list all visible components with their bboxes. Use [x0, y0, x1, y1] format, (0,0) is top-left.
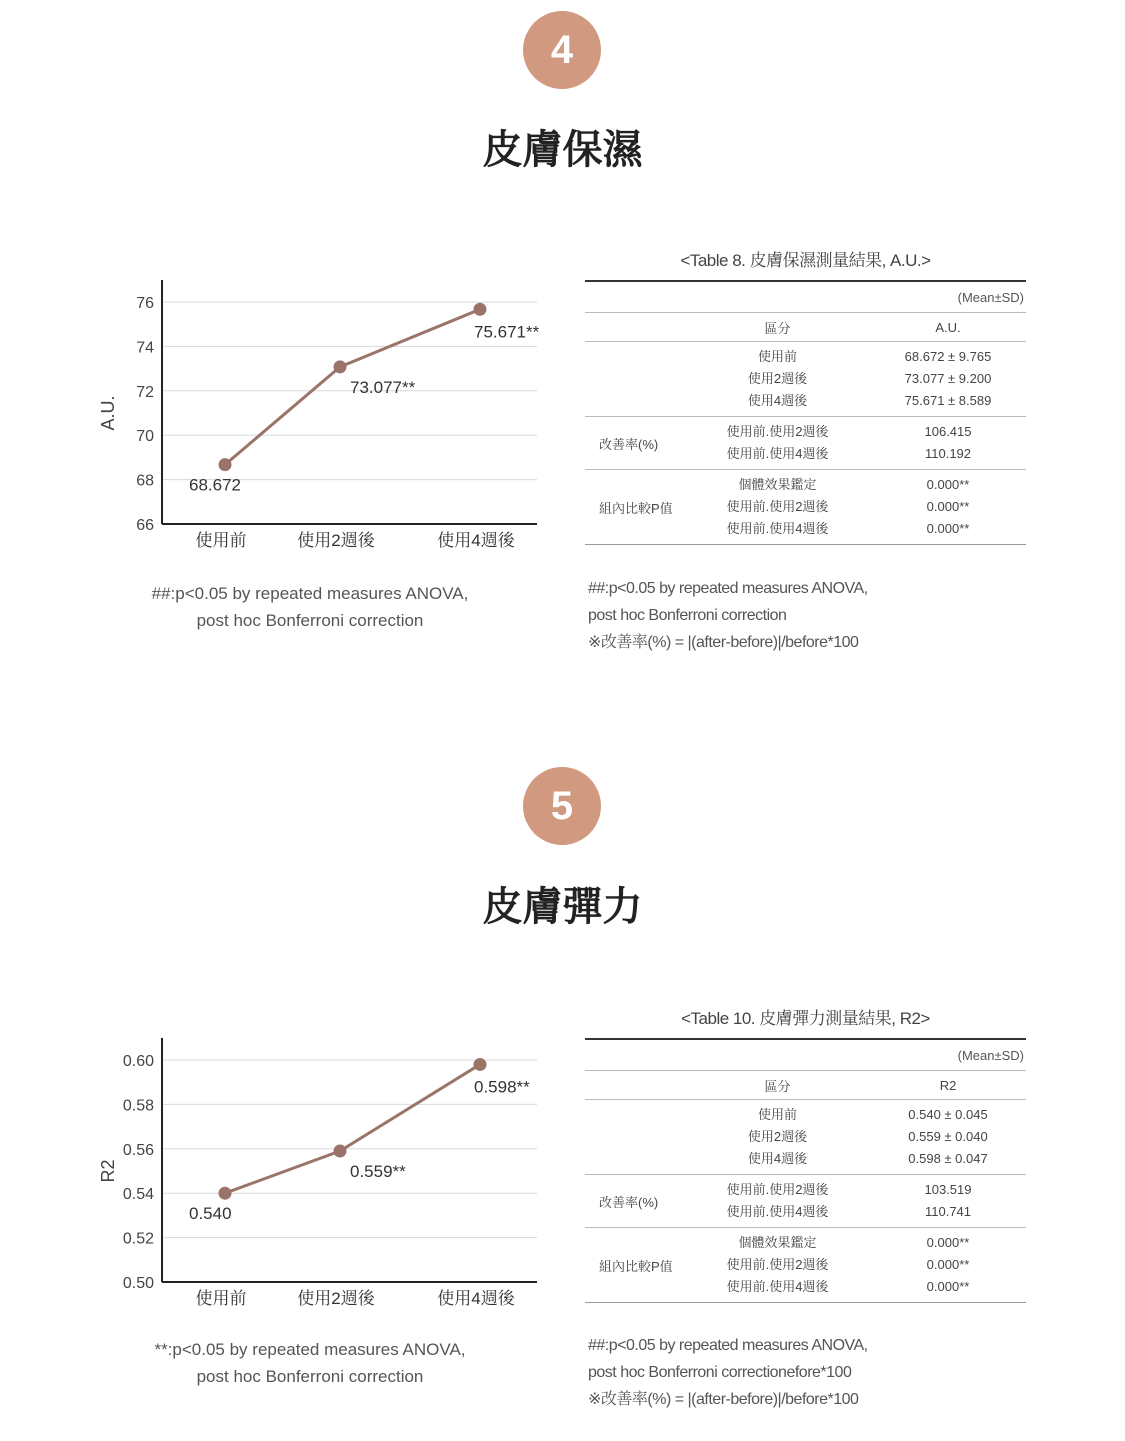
row-item-value: 110.192 [924, 446, 972, 461]
chart-footnote-line: **:p<0.05 by repeated measures ANOVA, [154, 1340, 466, 1359]
mean-sd-label: (Mean±SD) [957, 290, 1024, 305]
row-item-value: 0.000** [926, 521, 970, 536]
moisture-results-table [585, 250, 1026, 545]
row-item-value: 75.671 ± 8.589 [904, 393, 992, 408]
x-tick-label: 使用前 [195, 1289, 247, 1308]
row-item-label: 使用前.使用4週後 [726, 1204, 829, 1219]
data-label: 68.672 [189, 475, 241, 495]
table-header-row [585, 313, 1026, 341]
data-point [334, 360, 347, 373]
y-tick-label: 0.50 [122, 1275, 154, 1292]
moisture-line-chart [90, 272, 560, 557]
row-item-value: 68.672 ± 9.765 [904, 349, 992, 364]
y-tick-label: 0.52 [122, 1230, 154, 1248]
y-tick-label: 66 [136, 517, 154, 534]
row-item-value: 103.519 [924, 1182, 972, 1197]
table-footnote [588, 1332, 1088, 1413]
table-footnote-line: ##:p<0.05 by repeated measures ANOVA, [588, 580, 868, 597]
row-item-label: 使用前.使用4週後 [726, 521, 829, 536]
table-row-group [585, 417, 1026, 469]
row-item-label: 使用前.使用2週後 [726, 499, 829, 514]
section-title: 皮膚彈力 [482, 885, 643, 929]
x-tick-label: 使用4週後 [437, 531, 515, 550]
row-group-label: 組內比較P值 [599, 500, 673, 516]
table-footnote-line: ##:p<0.05 by repeated measures ANOVA, [588, 1337, 868, 1354]
data-point [474, 1058, 487, 1071]
row-item-value: 73.077 ± 9.200 [904, 371, 992, 386]
row-item-label: 使用2週後 [747, 1129, 808, 1144]
data-label: 75.671** [474, 322, 540, 342]
row-item-label: 使用前 [757, 349, 797, 364]
table-footnote-line: post hoc Bonferroni correction [588, 607, 787, 624]
row-item-label: 使用前 [757, 1107, 797, 1122]
row-item-label: 個體效果鑑定 [738, 1235, 817, 1250]
table-footnote-line: post hoc Bonferroni correctionefore*100 [588, 1364, 852, 1381]
table-footnote-line: ※改善率(%) = |(after-before)|/before*100 [588, 1391, 859, 1408]
y-tick-label: 72 [136, 383, 154, 401]
data-label: 73.077** [350, 377, 416, 397]
x-tick-label: 使用2週後 [297, 1289, 375, 1308]
header-unit: A.U. [935, 319, 961, 335]
data-label: 0.598** [474, 1077, 530, 1097]
table-footnote [588, 575, 1088, 656]
row-item-value: 0.000** [926, 1257, 970, 1272]
row-item-label: 使用前.使用4週後 [726, 446, 829, 461]
y-tick-label: 74 [136, 339, 154, 357]
y-tick-label: 0.54 [122, 1186, 154, 1204]
elasticity-line-chart [90, 1030, 560, 1315]
data-point [219, 1187, 232, 1200]
table-row-group [585, 1175, 1026, 1227]
header-category: 區分 [764, 1078, 791, 1094]
table-row-group [585, 1100, 1026, 1174]
y-tick-label: 70 [136, 428, 154, 446]
row-item-value: 0.559 ± 0.040 [908, 1129, 988, 1144]
row-group-label: 改善率(%) [599, 436, 659, 452]
table-caption: <Table 10. 皮膚彈力測量結果, R2> [681, 1009, 930, 1028]
header-unit: R2 [939, 1077, 957, 1093]
table-row-group [585, 1228, 1026, 1302]
mean-sd-label: (Mean±SD) [957, 1048, 1024, 1063]
data-label: 0.540 [189, 1204, 232, 1224]
data-point [474, 303, 487, 316]
y-axis-title: R2 [98, 1159, 118, 1183]
y-axis-title: A.U. [98, 395, 118, 431]
x-tick-label: 使用2週後 [297, 531, 375, 550]
y-tick-label: 68 [136, 472, 154, 490]
row-item-value: 110.741 [924, 1204, 972, 1219]
table-footnote-line: ※改善率(%) = |(after-before)|/before*100 [588, 634, 859, 651]
section-number-badge: 5 [523, 767, 601, 845]
row-item-label: 使用2週後 [747, 371, 808, 386]
row-group-label: 改善率(%) [599, 1194, 659, 1210]
row-item-label: 使用前.使用2週後 [726, 1182, 829, 1197]
data-point [334, 1145, 347, 1158]
chart-footnote-line: ##:p<0.05 by repeated measures ANOVA, [151, 584, 469, 603]
table-row-group [585, 342, 1026, 416]
table-caption: <Table 8. 皮膚保濕測量結果, A.U.> [680, 251, 931, 270]
y-tick-label: 0.60 [122, 1053, 154, 1070]
row-item-value: 0.000** [926, 499, 970, 514]
row-item-value: 0.000** [926, 1235, 970, 1250]
x-tick-label: 使用前 [195, 531, 247, 550]
y-tick-label: 0.56 [122, 1141, 154, 1159]
row-item-value: 0.000** [926, 477, 970, 492]
x-tick-label: 使用4週後 [437, 1289, 515, 1308]
row-group-label: 組內比較P值 [599, 1258, 673, 1274]
row-item-value: 0.540 ± 0.045 [908, 1107, 988, 1122]
table-header-row [585, 1071, 1026, 1099]
row-item-value: 0.000** [926, 1279, 970, 1294]
header-category: 區分 [764, 320, 791, 336]
chart-footnote [140, 1336, 480, 1390]
row-item-label: 使用4週後 [747, 1151, 808, 1166]
y-tick-label: 76 [136, 295, 154, 312]
data-point [219, 458, 232, 471]
row-item-label: 使用前.使用2週後 [726, 424, 829, 439]
row-item-value: 106.415 [924, 424, 972, 439]
row-item-value: 0.598 ± 0.047 [908, 1151, 988, 1166]
row-item-label: 使用前.使用2週後 [726, 1257, 829, 1272]
row-item-label: 使用前.使用4週後 [726, 1279, 829, 1294]
chart-footnote [140, 580, 480, 634]
table-row-group [585, 470, 1026, 544]
section-number-badge: 4 [523, 11, 601, 89]
chart-footnote-line: post hoc Bonferroni correction [196, 1367, 424, 1386]
chart-footnote-line: post hoc Bonferroni correction [196, 611, 424, 630]
row-item-label: 個體效果鑑定 [738, 477, 817, 492]
y-tick-label: 0.58 [122, 1097, 154, 1115]
data-label: 0.559** [350, 1162, 406, 1182]
elasticity-results-table [585, 1008, 1026, 1303]
row-item-label: 使用4週後 [747, 393, 808, 408]
section-title: 皮膚保濕 [482, 128, 643, 172]
